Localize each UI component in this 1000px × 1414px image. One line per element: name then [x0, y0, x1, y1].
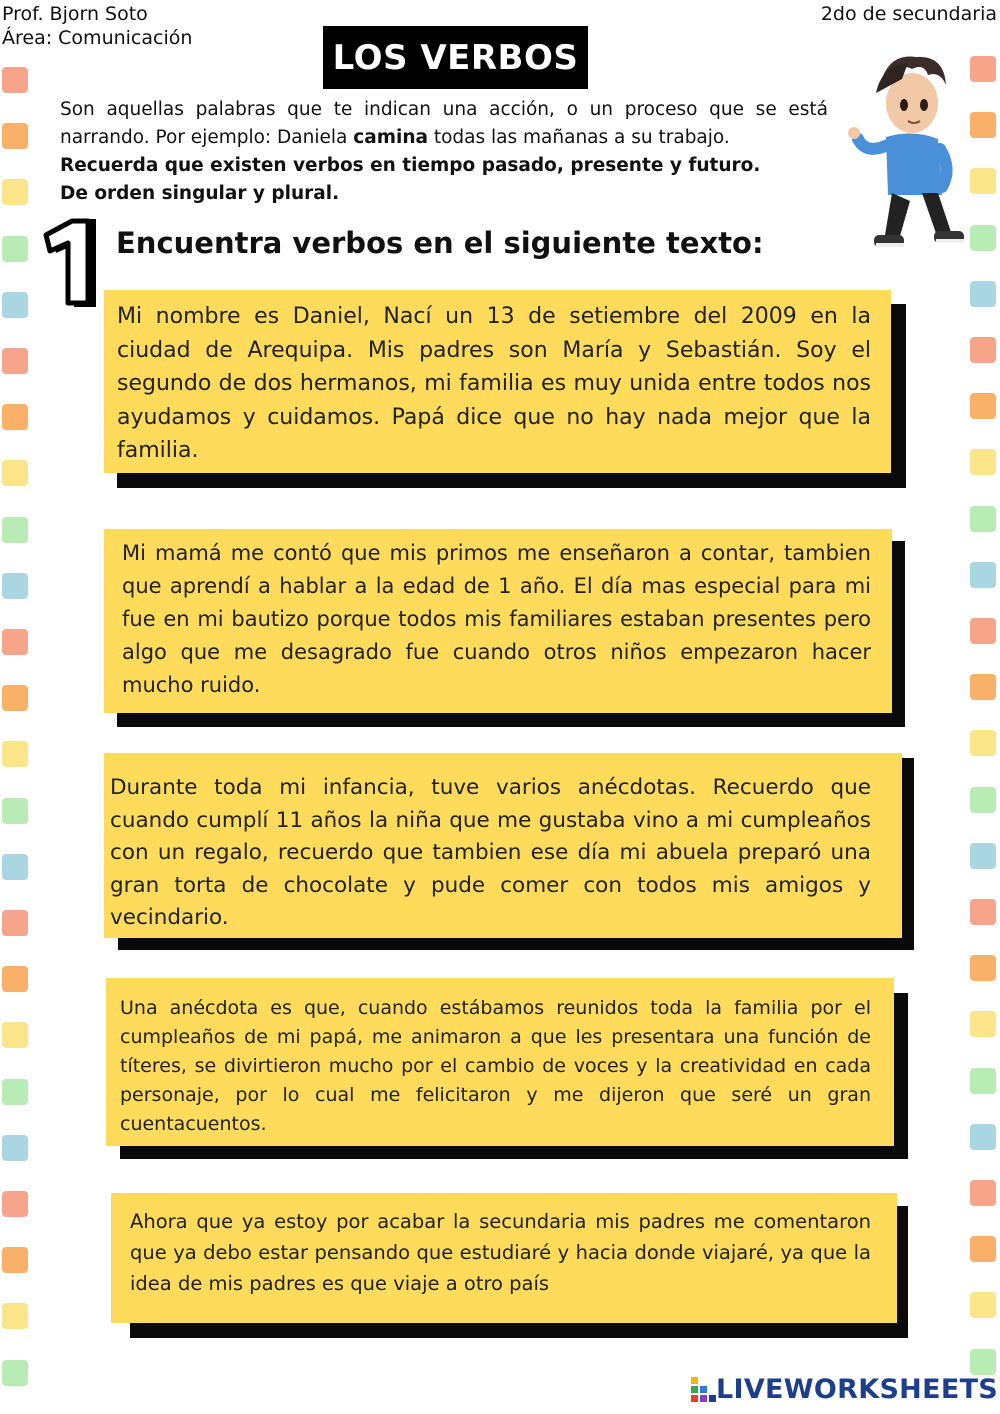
decorative-square [2, 854, 28, 880]
decorative-square [970, 1011, 996, 1037]
grade-level: 2do de secundaria [820, 3, 997, 25]
decorative-square [2, 1079, 28, 1105]
decorative-square [970, 899, 996, 925]
decorative-square [970, 281, 996, 307]
decorative-square [2, 292, 28, 318]
liveworksheets-logo[interactable] [690, 1370, 998, 1408]
decorative-square [2, 1022, 28, 1048]
decorative-square [970, 393, 996, 419]
decorative-square [2, 1191, 28, 1217]
decorative-square [2, 1247, 28, 1273]
decorative-square [970, 562, 996, 588]
page-title: LOS VERBOS [323, 26, 588, 89]
decorative-square [2, 517, 28, 543]
intro-definition-end: todas las mañanas a su trabajo. [427, 127, 730, 148]
decorative-square [2, 798, 28, 824]
decorative-square [2, 1360, 28, 1386]
decorative-square [2, 404, 28, 430]
decorative-square [970, 1236, 996, 1262]
decorative-square [970, 1292, 996, 1318]
story-text-4[interactable]: Una anécdota es que, cuando estábamos reunidos toda la familia por el cumpleaños de mi papá, me animaron a que les presentara una función de títeres, se divirtieron mucho por el cambio de voces y la creatividad en cada personaje, por lo cual me felicitaron y me dijeron que seré un gran cuentacuentos. [120, 997, 871, 1135]
decorative-square [2, 1135, 28, 1161]
decorative-square [2, 573, 28, 599]
decorative-square [2, 1303, 28, 1329]
cartoon-boy-pointing-icon [842, 45, 972, 255]
decorative-square [970, 168, 996, 194]
decorative-square [970, 674, 996, 700]
decorative-square [2, 629, 28, 655]
decorative-square [2, 966, 28, 992]
decorative-square [2, 741, 28, 767]
intro-definition: Son aquellas palabras que te indican una acción, o un proceso que se está narrando. Por ejemplo: Daniela [60, 99, 828, 148]
liveworksheets-logo-text: LIVEWORKSHEETS [716, 1373, 999, 1405]
story-text-3[interactable]: Durante toda mi infancia, tuve varios anécdotas. Recuerdo que cuando cumplí 11 años la niña que me gustaba vino a mi cumpleaños con un regalo, recuerdo que tambien ese día mi abuela preparó una gran torta de chocolate y pude comer con todos mis amigos y vecindario. [110, 775, 871, 930]
intro-reminder: Recuerda que existen verbos en tiempo pasado, presente y futuro. [60, 155, 761, 176]
decorative-square [2, 348, 28, 374]
decorative-square [970, 843, 996, 869]
decorative-square [970, 1068, 996, 1094]
decorative-square [2, 123, 28, 149]
subject-area: Área: Comunicación [2, 27, 193, 49]
decorative-square [970, 955, 996, 981]
decorative-square [970, 225, 996, 251]
decorative-square [970, 337, 996, 363]
story-text-1[interactable]: Mi nombre es Daniel, Nací un 13 de setiembre del 2009 en la ciudad de Arequipa. Mis padres son María y Sebastián. Soy el segundo de dos hermanos, mi familia es muy unida entre todos nos ayudamos y cuidamos. Papá dice que no hay nada mejor que la familia. [117, 304, 871, 463]
decorative-square [2, 236, 28, 262]
decorative-square [2, 67, 28, 93]
decorative-square [970, 618, 996, 644]
example-verb: camina [353, 127, 428, 148]
decorative-square [970, 506, 996, 532]
story-text-2[interactable]: Mi mamá me contó que mis primos me enseñaron a contar, tambien que aprendí a hablar a la edad de 1 año. El día mas especial para mi fue en mi bautizo porque todos mis familiares estaban presentes pero algo que me desagrado fue cuando otros niños empezaron hacer mucho ruido. [122, 541, 871, 697]
intro-paragraph [60, 96, 828, 208]
decorative-square [970, 1124, 996, 1150]
decorative-square [970, 1180, 996, 1206]
teacher-name: Prof. Bjorn Soto [2, 3, 148, 25]
decorative-square [970, 56, 996, 82]
story-text-5[interactable]: Ahora que ya estoy por acabar la secundaria mis padres me comentaron que ya debo estar pensando que estudiaré y hacia donde viajaré, ya que la idea de mis padres es que viaje a otro país [130, 1210, 871, 1295]
decorative-square [970, 112, 996, 138]
decorative-square [970, 449, 996, 475]
intro-order: De orden singular y plural. [60, 183, 340, 204]
decorative-square [2, 910, 28, 936]
exercise-instruction: Encuentra verbos en el siguiente texto: [116, 226, 764, 260]
decorative-square [2, 460, 28, 486]
decorative-square [2, 685, 28, 711]
decorative-square [970, 787, 996, 813]
number-one-graphic [38, 215, 108, 315]
exercise-number: 1 [38, 215, 39, 216]
liveworksheets-logo-icon [690, 1376, 716, 1402]
decorative-square [2, 179, 28, 205]
decorative-square [970, 730, 996, 756]
